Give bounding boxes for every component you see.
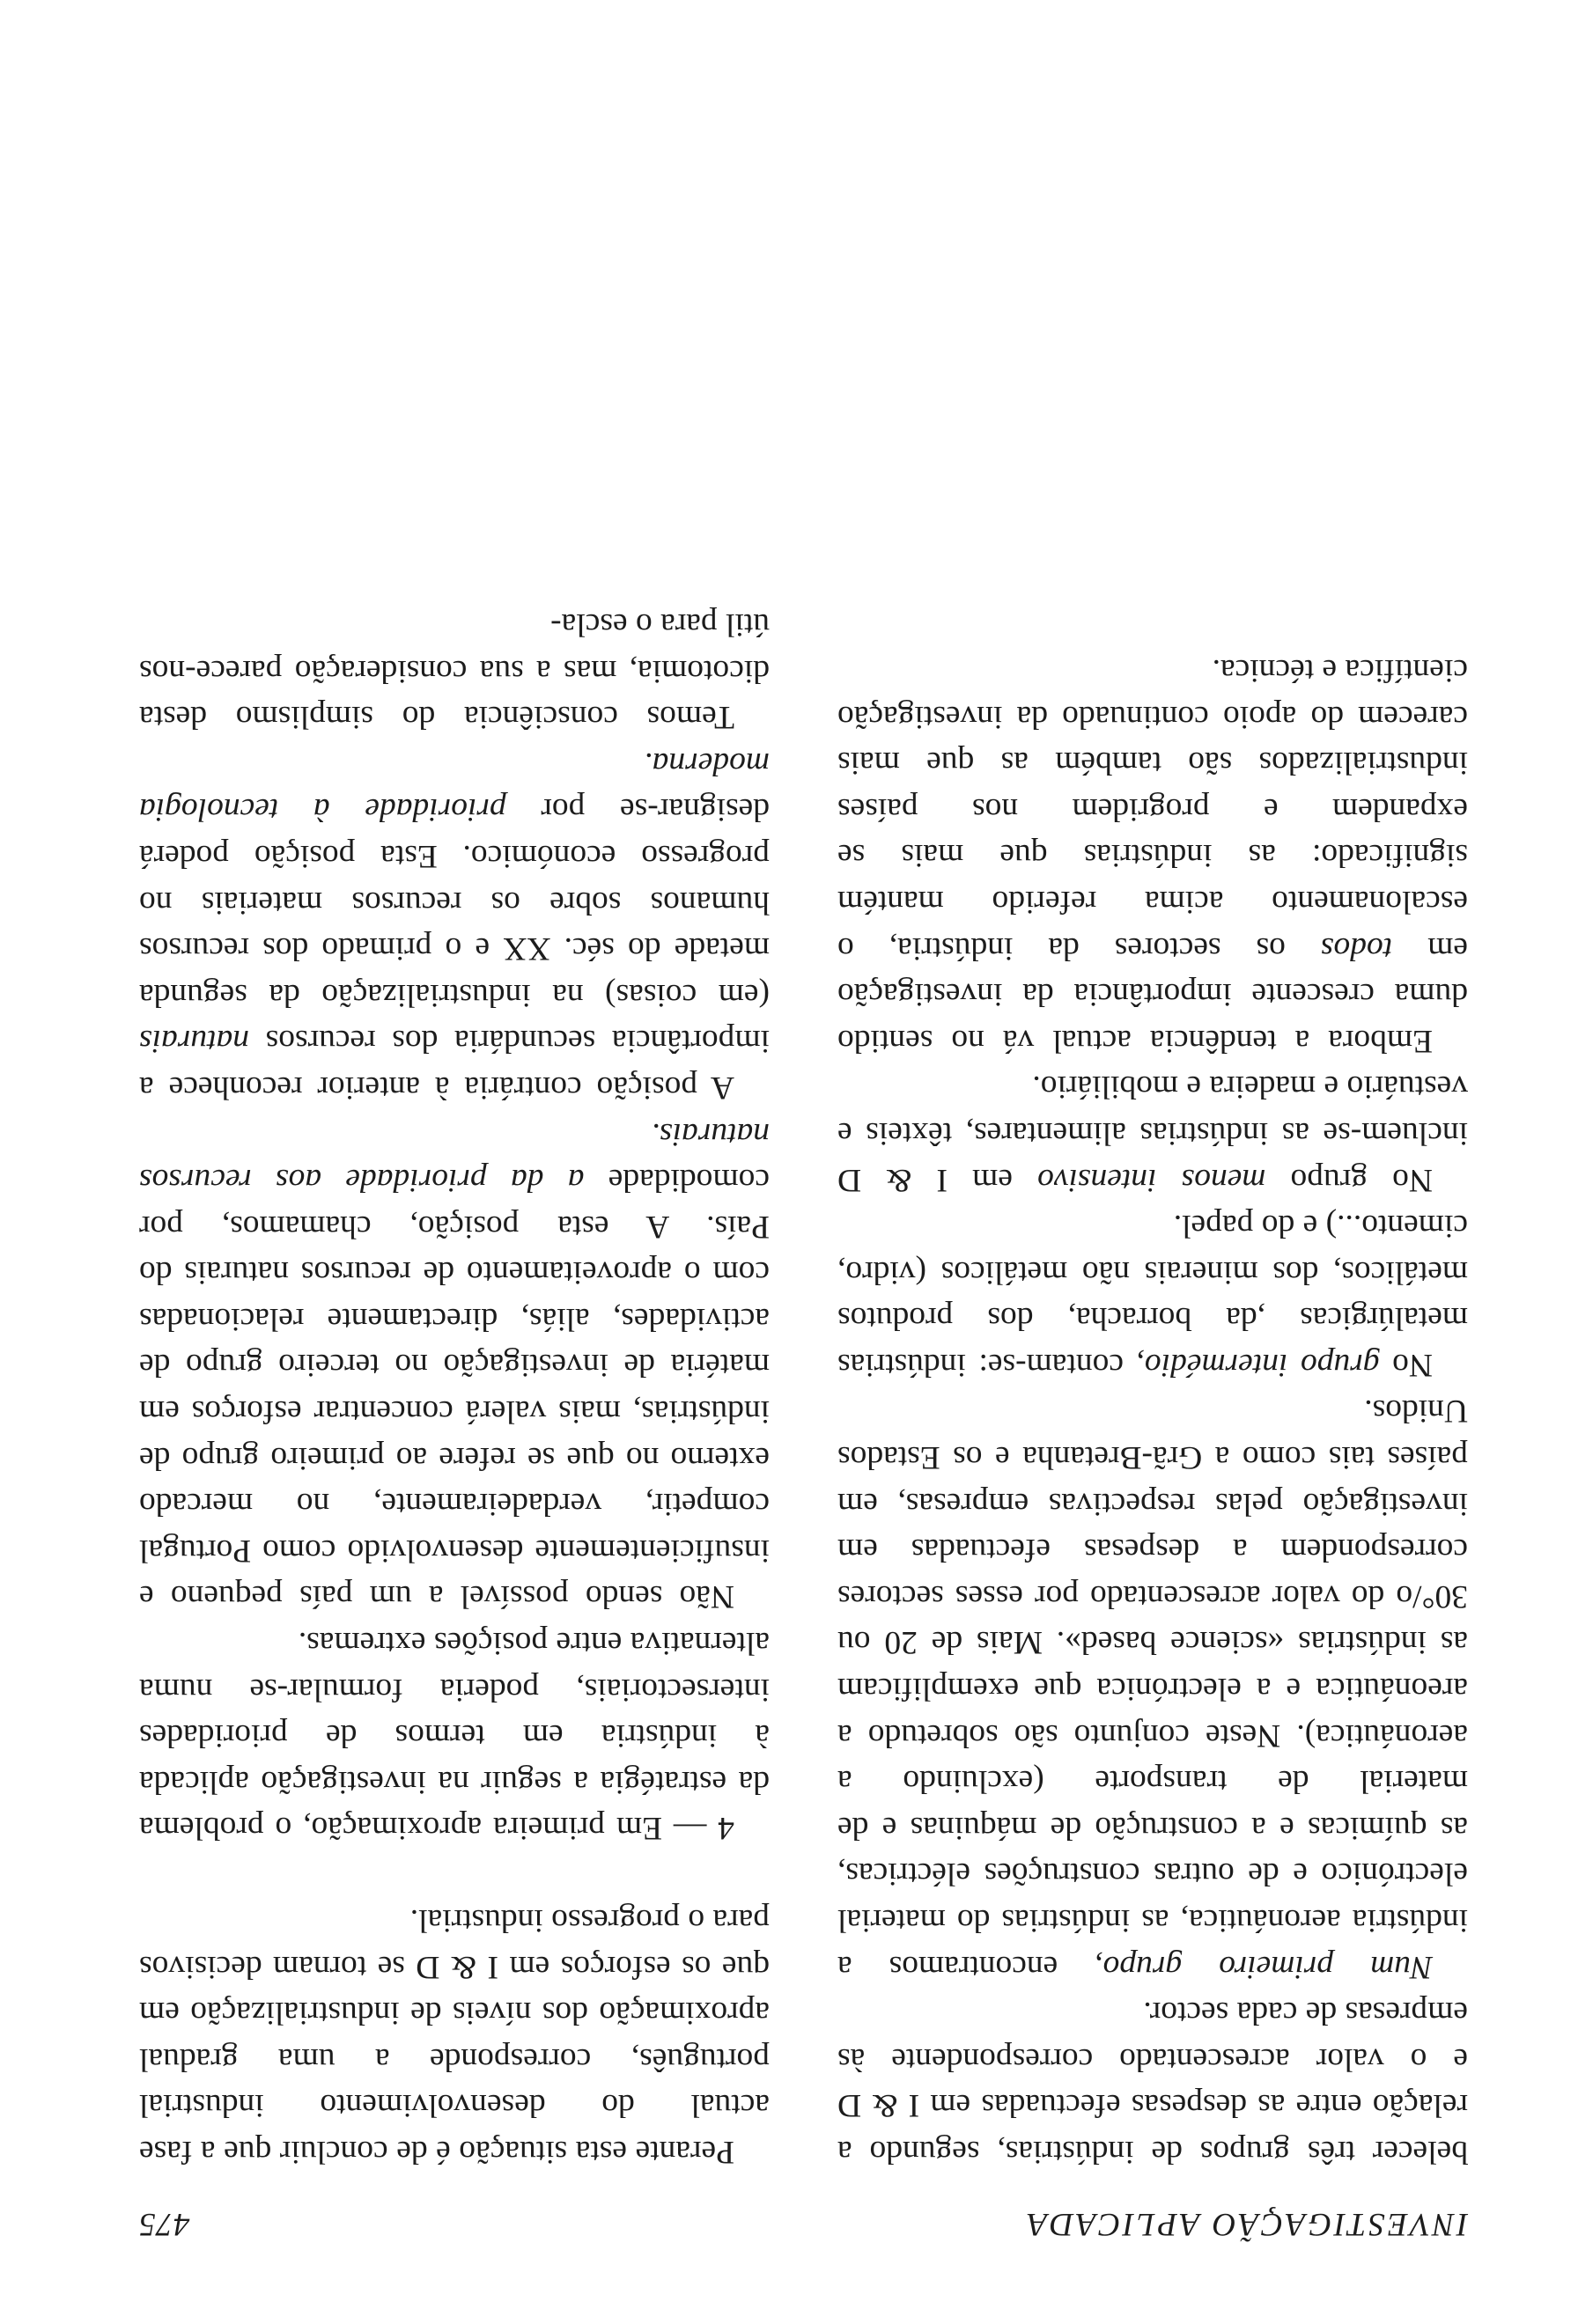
paragraph: belecer três grupos de indústrias, segundo a relação entre as despesas efectuadas em I & D e o valor acrescentado correspondente às empresas de cada sector. [837, 1995, 1468, 2170]
emphasis-text: todos [1320, 930, 1393, 967]
paragraph-text: Não sendo possível a um país pequeno e insuficientemente desenvolvido como Portugal competir, verdadeiramente, no mercado externo no que se refere ao primeiro grupo de indústrias, mais valerá concentrar esforços em matéria de investigação no terceiro grupo de actividades, aliás, directamente relacionadas com o aproveitamento de recursos naturais do País. A esta posição, chamamos, por comodidade [139, 1162, 770, 1615]
paragraph-text: encontramos a indústria aeronáutica, as indústrias do material electrónico e de outras construções eléctricas, as químicas e a construção de máquinas e de material de transporte (excluindo a aeronáutica). Neste conjunto são sobretudo a areonáutica e a electrónica que exemplificam as indústrias «science based». Mais de 20 ou 30°/o do valor acrescentado por esses sectores correspondem a despesas efectuadas em investigação pelas respectivas empresas, em países tais como a Grã-Bretanha e os Estados Unidos. [837, 1393, 1468, 1985]
right-column [139, 600, 770, 2174]
emphasis-text: naturais [139, 1023, 250, 1060]
paragraph-text: No [1379, 1346, 1433, 1383]
paragraph [837, 1063, 1468, 1202]
paragraph-text: Embora a tendência actual vá no sentido duma crescente importância da investigação em [837, 930, 1468, 1059]
paragraph [139, 1110, 770, 1620]
paragraph [837, 646, 1468, 1063]
paragraph [139, 739, 770, 1110]
paragraph [837, 1387, 1468, 1989]
running-head [138, 2190, 1468, 2243]
emphasis-text: prioridade à tecnologia moderna. [139, 745, 770, 828]
left-column [837, 646, 1468, 2174]
paragraph: Temos consciência do simplismo desta dicotomia, mas a sua consideração parece-nos útil para o escla- [139, 607, 770, 736]
emphasis-text: menos intensivo [1037, 1161, 1266, 1198]
paragraph-text: A posição contrária à anterior reconhece a importância secundária dos recursos [139, 1023, 770, 1106]
paragraph: Perante esta situação é de concluir que a fase actual do desenvolvimento industrial português, corresponde a uma gradual aproximação dos níveis de industrialização em que os esforços em I & D se tornam decisivos para o progresso industrial. [139, 1902, 770, 2170]
paragraph-text: (em coisas) na industrialização da segunda metade do séc. XX e o primado dos recursos humanos sobre os recursos materiais no progresso económico. Esta posição poderá designar-se por [139, 791, 770, 1013]
paragraph-text: No grupo [1265, 1161, 1433, 1198]
section-paragraph: 4 — Em primeira aproximação, o problema da estratégia a seguir na investigação aplicada à indústria em termos de prioridades intersectoriais, poderia formular-se numa alternativa entre posições extremas. [139, 1625, 770, 1847]
paragraph-text: os sectores da indústria, o escalonamento acima referido mantém significado: as indústrias que mais se expandem e progridem nos países industrializados são também as que mais carecem do apoio continuado da investigação científica e técnica. [837, 652, 1468, 967]
emphasis-text: grupo intermédio, [1136, 1346, 1380, 1383]
emphasis-text: a da prioridade aos recursos naturais. [139, 1115, 770, 1199]
page-number: 475 [138, 2206, 190, 2242]
paragraph-text: em I & D incluem-se as indústrias alimentares, têxteis e vestuário e madeira e mobiliário. [837, 1069, 1468, 1198]
paragraph-text: contam-se: indústrias metalúrgicas ,da borracha, dos produtos metálicos, dos minerais não metálicos (vidro, cimento...) e do papel. [837, 1208, 1468, 1383]
paragraph [837, 1202, 1468, 1387]
running-head-title: INVESTIGAÇÃO APLICADA [1024, 2206, 1468, 2242]
emphasis-text: Num primeiro grupo, [1095, 1948, 1433, 1985]
